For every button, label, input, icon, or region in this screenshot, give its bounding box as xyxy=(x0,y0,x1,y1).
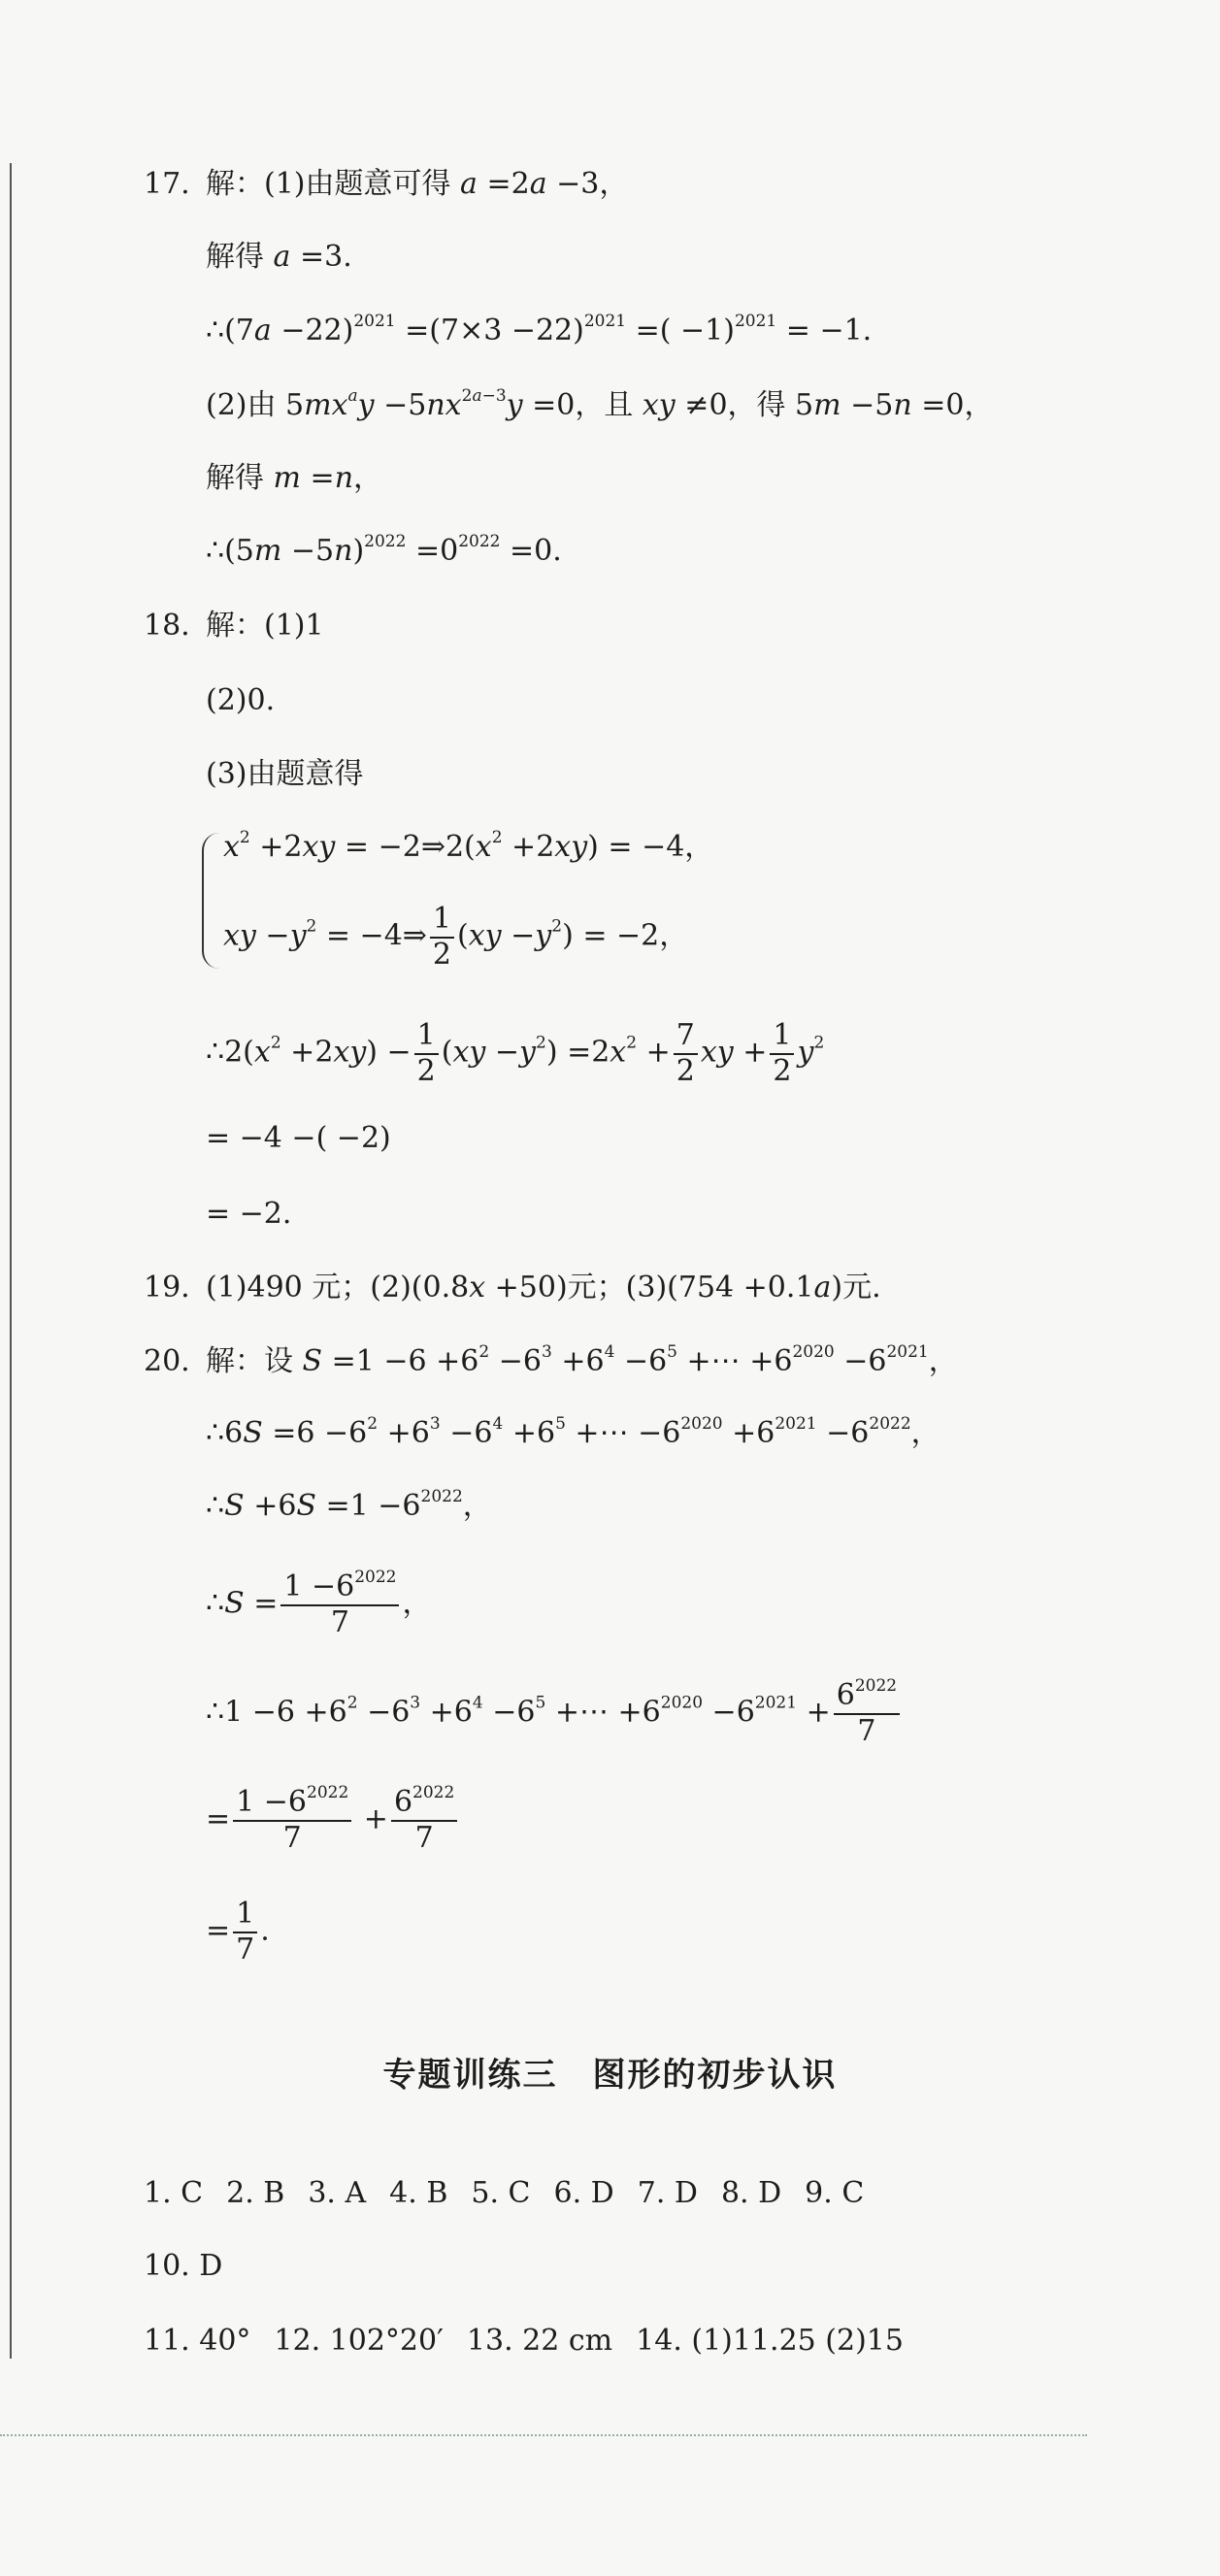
answer-item: 7. D xyxy=(637,2176,698,2210)
q18-line-4: $\therefore 2(x^2 +2xy)$ − $\frac{1}{2}$ $(xy -y^2) =2x^2$ + $\frac{7}{2}$ xy + $\frac{1}{2}$ $y^2$ xyxy=(206,1018,825,1088)
q20-line-4: ∴S = $\frac{1 -6^{2022}}{7}$ ， xyxy=(206,1568,432,1639)
q17-line-3: ∴(7a $-22)^{2021} =(7\times 3 -22)^{2021}$ =( −1)$^{2021}$ = −1. xyxy=(206,312,873,347)
q17-line-1: 17. 解：(1)由题意可得 a =2a −3， xyxy=(144,167,629,201)
answers-row-1 xyxy=(144,2176,887,2210)
q18-system-eq-1: $x^2 +2xy$ = $-2\Rightarrow 2(x^2 +2xy) = -4$， xyxy=(223,828,714,864)
section-title: 专题训练三 图形的初步认识 xyxy=(382,2056,838,2095)
answer-item: 13. 22 cm xyxy=(466,2324,613,2358)
q18-line-6: = −2. xyxy=(206,1197,292,1231)
answers-row-3 xyxy=(144,2324,927,2358)
answer-item: 6. D xyxy=(553,2176,614,2210)
left-margin-rule xyxy=(10,163,12,2359)
q17-line-4: (2)由 $5mx^ay -5nx^{2a-3}y =0$，且 xy ≠0，得 5m −5n =0， xyxy=(206,386,994,422)
q20-line-3: ∴S $+6S =1 -6^{2022}$， xyxy=(206,1487,492,1523)
bottom-dotted-rule xyxy=(0,2434,1087,2436)
answer-item: 5. C xyxy=(471,2176,531,2210)
answer-item: 2. B xyxy=(226,2176,285,2210)
answer-item: 3. A xyxy=(308,2176,367,2210)
q18-system-eq-2: xy $-y^2$ = −4⇒ $\frac{1}{2}$ $(xy -y^2) = -2$， xyxy=(223,902,689,972)
q19-line: 19. (1)490 元；(2)(0.8x +50)元；(3)(754 +0.1a)元. xyxy=(144,1271,881,1305)
q18-line-2: (2)0. xyxy=(206,683,276,717)
q17-line-6: ∴(5m $-5n)^{2022} =0^{2022} =0$. xyxy=(206,532,562,568)
answer-item: 4. B xyxy=(389,2176,448,2210)
answer-item: 9. C xyxy=(805,2176,865,2210)
equation-system-brace xyxy=(202,833,221,969)
q20-line-7: = $\frac{1}{7}$ . xyxy=(206,1897,270,1966)
answer-item: 8. D xyxy=(720,2176,782,2210)
answer-item: 12. 102°20′ xyxy=(274,2324,444,2358)
q17-line-5: 解得 m =n， xyxy=(206,461,383,495)
q20-line-5: ∴1 $-6 +6^2 -6^3 +6^4 -6^5$ +⋯ $+6^{2020} -6^{2021}$ + $\frac{6^{2022}}{7}$ xyxy=(206,1679,903,1748)
answers-row-2: 10. D xyxy=(144,2249,223,2283)
q17-line-2: 解得 a =3. xyxy=(206,240,352,274)
q18-line-5: = −4 −( −2) xyxy=(206,1121,391,1155)
answer-item: 1. C xyxy=(144,2176,204,2210)
q20-line-6: = $\frac{1 -6^{2022}}{7}$ + $\frac{6^{2022}}{7}$ xyxy=(206,1786,460,1855)
q18-line-3: (3)由题意得 xyxy=(206,757,364,791)
q20-line-1: 20. 解：设 $S =1 -6 +6^2 -6^3 +6^4 -6^5$ +⋯ $+6^{2020} -6^{2021}$， xyxy=(144,1342,958,1378)
q20-line-2: ∴6S $=6 -6^2 +6^3 -6^4 +6^5$ +⋯ $-6^{2020} +6^{2021} -6^{2022}$， xyxy=(206,1414,940,1450)
q18-line-1: 18. 解：(1)1 xyxy=(144,609,324,643)
answer-item: 11. 40° xyxy=(144,2324,251,2358)
answer-item: 14. (1)11.25 (2)15 xyxy=(636,2324,904,2358)
